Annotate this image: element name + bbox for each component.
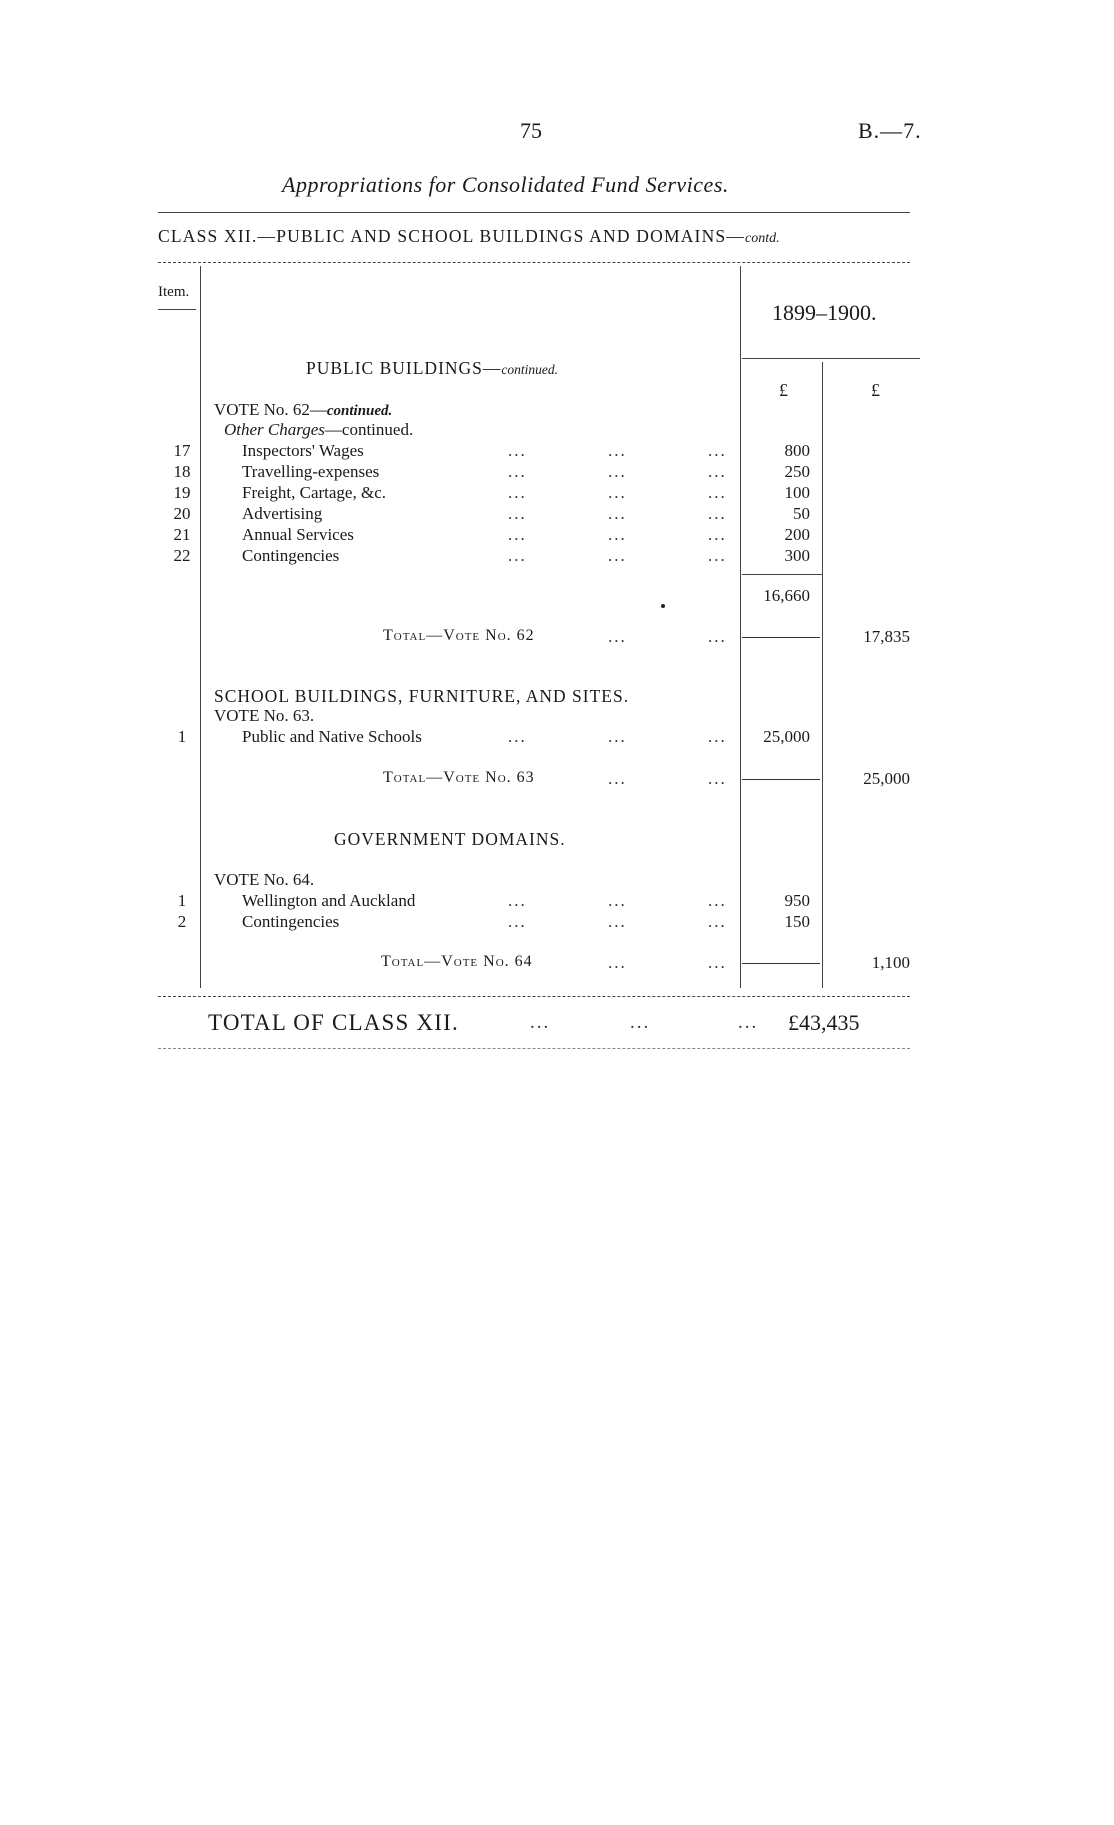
- leader-dots: ...: [608, 441, 627, 460]
- leader-dots: ...: [608, 504, 627, 523]
- leader-dots: ...: [508, 546, 527, 565]
- item-label: Inspectors' Wages: [242, 441, 364, 460]
- vote-62-total-amount: 17,835: [863, 627, 910, 646]
- vote-64-total-label: [381, 953, 533, 971]
- page-subtitle: Appropriations for Consolidated Fund Services.: [282, 172, 729, 197]
- item-number: 22: [173, 546, 191, 565]
- leader-dots: ...: [608, 769, 627, 788]
- total-dash: [742, 779, 820, 780]
- leader-dots: ...: [508, 525, 527, 544]
- other-charges-heading: [224, 420, 413, 440]
- item-label: Wellington and Auckland: [242, 891, 416, 910]
- item-amount: 200: [784, 525, 810, 544]
- leader-dots: ...: [708, 441, 727, 460]
- leader-dots: ...: [738, 1012, 759, 1033]
- currency-header-2: £: [871, 380, 880, 400]
- vote-62-total-label: [383, 627, 535, 645]
- vote-62-subtotal: 16,660: [763, 586, 810, 605]
- vote-63-heading: VOTE No. 63.: [214, 706, 315, 725]
- item-label: Annual Services: [242, 525, 354, 544]
- item-label: Contingencies: [242, 912, 340, 931]
- leader-dots: ...: [508, 891, 527, 910]
- rule-below-grand-total: [158, 1048, 910, 1049]
- leader-dots: ...: [608, 912, 627, 931]
- rule-under-class: [158, 262, 910, 263]
- leader-dots: ...: [508, 504, 527, 523]
- other-charges-prefix: Other Charges: [224, 420, 325, 439]
- page-number: 75: [520, 118, 542, 143]
- leader-dots: ...: [708, 546, 727, 565]
- vote-64-total-amount: 1,100: [871, 953, 910, 972]
- vote-63-total-text: Total—Vote No. 63: [383, 769, 535, 786]
- leader-dots: ...: [530, 1012, 551, 1033]
- item-amount: 100: [784, 483, 810, 502]
- other-charges-suffix: —continued.: [324, 420, 414, 439]
- class-heading-suffix: contd.: [745, 231, 780, 246]
- public-buildings-heading-suffix: continued.: [501, 362, 559, 377]
- year-header-rule: [742, 358, 920, 359]
- leader-dots: ...: [708, 483, 727, 502]
- item-label: Travelling-expenses: [242, 462, 380, 481]
- grand-total-label: TOTAL OF CLASS XII.: [208, 1010, 459, 1035]
- leader-dots: ...: [608, 483, 627, 502]
- amount-column-rule: [740, 266, 741, 988]
- leader-dots: ...: [508, 462, 527, 481]
- item-number: 17: [173, 441, 191, 460]
- document-reference: B.—7.: [858, 118, 922, 143]
- leader-dots: ...: [708, 912, 727, 931]
- vote-63-total-label: [383, 769, 535, 787]
- vote-62-heading: [214, 400, 392, 420]
- leader-dots: ...: [508, 441, 527, 460]
- item-amount: 950: [784, 891, 810, 910]
- vote-62-prefix: VOTE No. 62—: [214, 400, 327, 419]
- item-amount: 150: [784, 912, 810, 931]
- leader-dots: ...: [608, 462, 627, 481]
- rule-top: [158, 212, 910, 213]
- year-header: 1899–1900.: [772, 300, 877, 325]
- grand-total-amount: £43,435: [788, 1010, 860, 1035]
- leader-dots: ...: [608, 727, 627, 746]
- item-header-rule: [158, 309, 196, 310]
- total-column-rule: [822, 362, 823, 988]
- leader-dots: ...: [708, 525, 727, 544]
- government-domains-heading: GOVERNMENT DOMAINS.: [334, 829, 566, 849]
- leader-dots: ...: [708, 504, 727, 523]
- leader-dots: ...: [608, 891, 627, 910]
- school-buildings-heading: SCHOOL BUILDINGS, FURNITURE, AND SITES.: [214, 686, 630, 706]
- item-amount: 250: [784, 462, 810, 481]
- public-buildings-heading: [306, 358, 558, 379]
- vote-62-suffix: continued.: [326, 403, 393, 419]
- leader-dots: ...: [608, 953, 627, 972]
- currency-header-1: £: [779, 380, 788, 400]
- total-dash: [742, 637, 820, 638]
- public-buildings-heading-text: PUBLIC BUILDINGS—: [306, 358, 502, 378]
- total-dash: [742, 963, 820, 964]
- leader-dots: ...: [508, 912, 527, 931]
- item-number: 1: [177, 727, 187, 746]
- class-heading: [158, 226, 780, 247]
- item-label: Advertising: [242, 504, 323, 523]
- vote-62-total-text: Total—Vote No. 62: [383, 627, 535, 644]
- leader-dots: ...: [608, 525, 627, 544]
- leader-dots: ...: [708, 462, 727, 481]
- vote-63-total-amount: 25,000: [863, 769, 910, 788]
- item-label: Contingencies: [242, 546, 340, 565]
- leader-dots: ...: [708, 953, 727, 972]
- vote-64-total-text: Total—Vote No. 64: [381, 953, 533, 970]
- leader-dots: ...: [630, 1012, 651, 1033]
- rule-above-grand-total: [158, 996, 910, 997]
- item-number: 19: [173, 483, 191, 502]
- item-column-rule: [200, 266, 201, 988]
- item-number: 20: [173, 504, 191, 523]
- leader-dots: ...: [708, 627, 727, 646]
- item-label: Public and Native Schools: [242, 727, 422, 746]
- item-number: 2: [177, 912, 187, 931]
- leader-dots: ...: [508, 727, 527, 746]
- leader-dots: ...: [708, 727, 727, 746]
- subtotal-rule: [742, 574, 822, 575]
- stray-dot: [661, 604, 665, 608]
- item-number: 18: [173, 462, 191, 481]
- item-column-header: Item.: [158, 284, 190, 300]
- item-amount: 800: [784, 441, 810, 460]
- leader-dots: ...: [508, 483, 527, 502]
- class-heading-text: CLASS XII.—PUBLIC AND SCHOOL BUILDINGS AND DOMAINS—: [158, 226, 746, 246]
- leader-dots: ...: [608, 546, 627, 565]
- item-label: Freight, Cartage, &c.: [242, 483, 386, 502]
- leader-dots: ...: [608, 627, 627, 646]
- item-amount: 25,000: [763, 727, 810, 746]
- item-number: 1: [177, 891, 187, 910]
- leader-dots: ...: [708, 891, 727, 910]
- leader-dots: ...: [708, 769, 727, 788]
- item-amount: 300: [784, 546, 810, 565]
- item-number: 21: [173, 525, 191, 544]
- vote-64-heading: VOTE No. 64.: [214, 870, 315, 889]
- item-amount: 50: [793, 504, 810, 523]
